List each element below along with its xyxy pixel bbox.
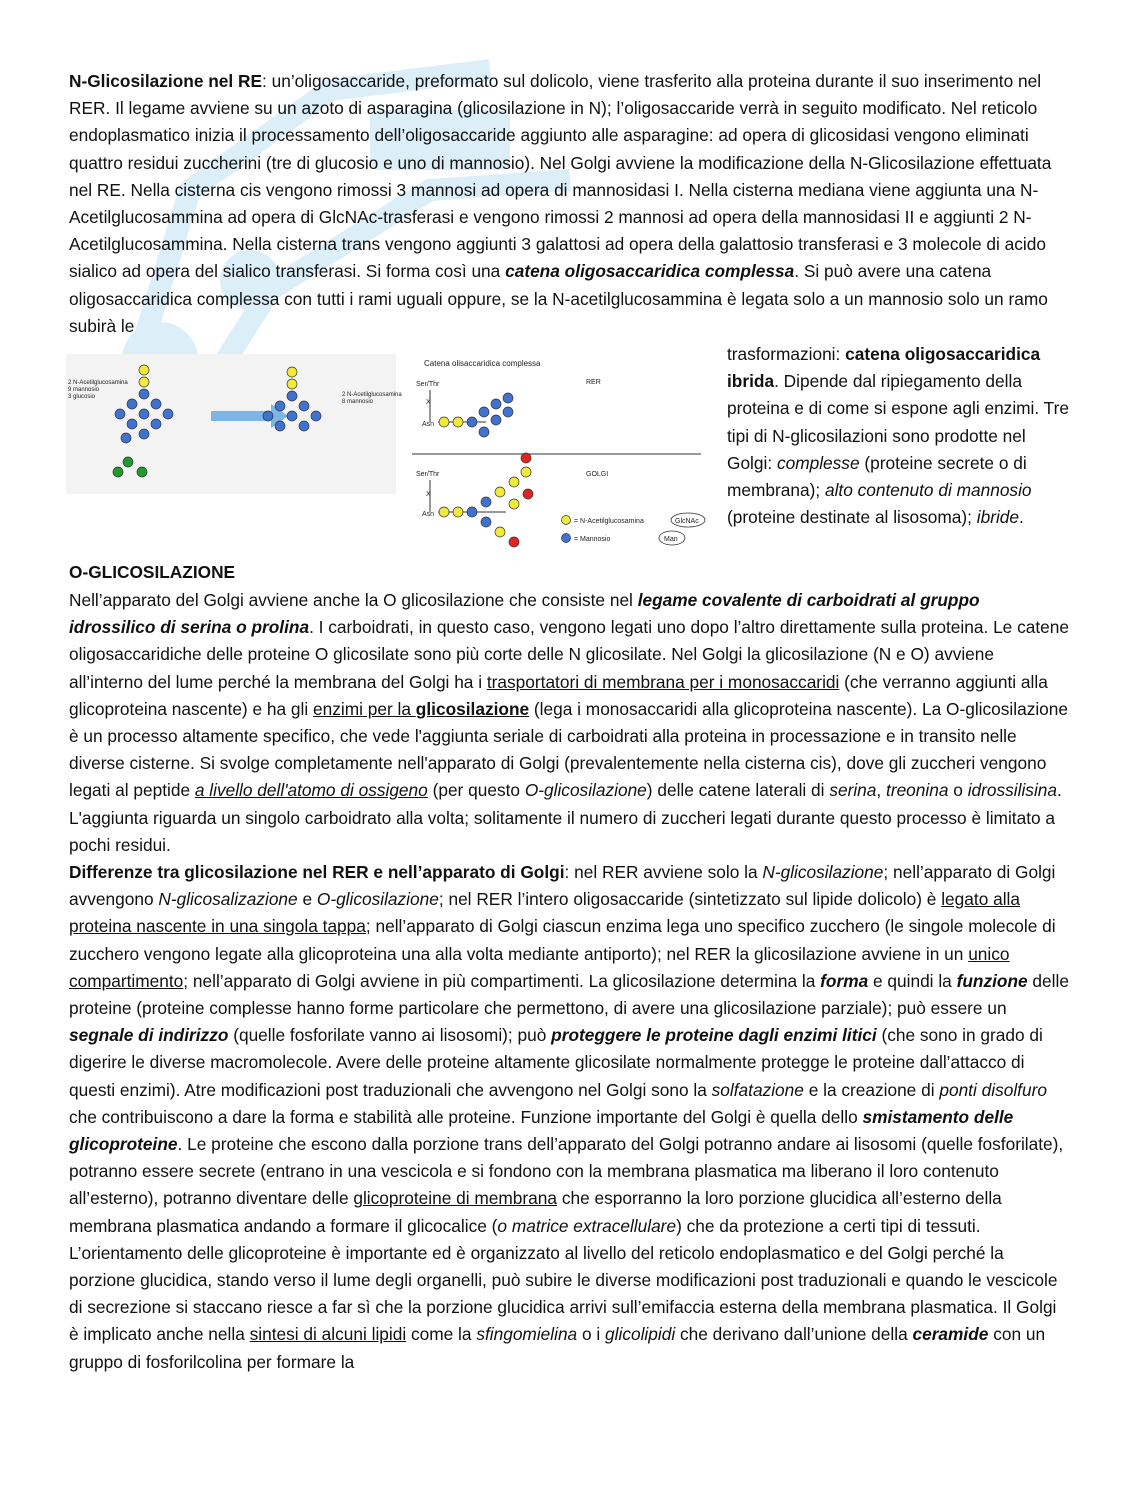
label-rer: RER (586, 379, 601, 386)
label-ser-thr-golgi: Ser/Thr (416, 471, 440, 478)
legend-yellow-swatch (562, 516, 571, 525)
label-ser-thr-rer: Ser/Thr (416, 381, 440, 388)
o-glycosylation-paragraph: Nell’apparato del Golgi avviene anche la O glicosilazione che consiste nel legame covalente di carboidrati al gruppo idrossilico di serina o prolina. I carboidrati, in questo caso, vengono legati uno dopo l’altro direttamente sulla proteina. Le catene oligosaccaridiche delle proteine O glicosilate sono più corte delle N glicosilate. Nel Golgi la glicosilazione (N e O) avviene all’interno del lume perché la membrana del Golgi ha i trasportatori di membrana per i monosaccaridi (che verranno aggiunti alla glicoproteina nascente) e ha gli enzimi per la glicosilazione (lega i monosaccaridi alla glicoproteina nascente). La O-glicosilazione è un processo altamente specifico, che vede l'aggiunta seriale di carboidrati alla proteina in processazione e in transito nelle diverse cisterne. Si svolge completamente nell'apparato di Golgi (prevalentemente nella cisterna cis), dove gli zuccheri vengono legati al peptide a livello dell'atomo di ossigeno (per questo O-glicosilazione) delle catene laterali di serina, treonina o idrossilisina. L'aggiunta riguarda un singolo carboidrato alla volta; solitamente il numero di zuccheri legati durante questo processo è limitato a pochi residui. Differenze tra glicosilazione nel RER e nell’apparato di Golgi: nel RER avviene solo la N-glicosilazione; nell’apparato di Golgi avvengono N-glicosalizazione e O-glicosilazione; nel RER l’intero oligosaccaride (sintetizzato sul lipide dolicolo) è legato alla proteina nascente in una singola tappa; nell’apparato di Golgi ciascun enzima lega uno specifico zucchero (le singole molecole di zucchero vengono legate alla glicoproteina una alla volta mediante antiporto); nel RER la glicosilazione avviene in un unico compartimento; nell’apparato di Golgi avviene in più compartimenti. La glicosilazione determina la forma e quindi la funzione delle proteine (proteine complesse hanno forme particolare che permettono, di avere una glicosilazione parziale); può essere un segnale di indirizzo (quelle fosforilate vanno ai lisosomi); può proteggere le proteine dagli enzimi litici (che sono in grado di digerire le diverse macromolecole. Avere delle proteine altamente glicosilate normalmente protegge le proteine dall’attacco di questi enzimi). Atre modificazioni post traduzionali che avvengono nel Golgi sono la solfatazione e la creazione di ponti disolfuro che contribuiscono a dare la forma e stabilità alle proteine. Funzione importante del Golgi è quella dello smistamento delle glicoproteine. Le proteine che escono dalla porzione trans dell’apparato del Golgi potranno andare ai lisosomi (quelle fosforilate), potranno essere secrete (entrano in una vescicola e si fondono con la membrana plasmatica ma liberano il loro contenuto all’esterno), potranno diventare delle glicoproteine di membrana che esporranno la loro porzione glucidica all’esterno della membrana plasmatica andando a formare il glicocalice (o matrice extracellulare) che da protezione a certi tipi di tessuti. L’orientamento delle glicoproteine è importante ed è organizzato al livello del reticolo endoplasmatico e del Golgi perché la porzione glucidica, stando verso il lume degli organelli, può subire le diverse modificazioni post traduzionali e quando le vescicole di secrezione si staccano riesce a far sì che la porzione glucidica arrivi sull’emifaccia esterna della membrana plasmatica. Il Golgi è implicato anche nella sintesi di alcuni lipidi come la sfingomielina o i glicolipidi che derivano dall’unione della ceramide con un gruppo di fosforilcolina per formare la (69, 590, 1069, 1372)
n-glycosylation-paragraph: N-Glicosilazione nel RE: un’oligosaccaride, preformato sul dolicolo, viene trasferito alla proteina durante il suo inserimento nel RER. Il legame avviene su un azoto di asparagina (glicosilazione in N); l’oligosaccaride verrà in seguito modificato. Nel reticolo endoplasmatico inizia il processamento dell’oligosaccaride aggiunto alle asparagine: ad opera di glicosidasi vengono eliminati quattro residui zuccherini (tre di glucosio e uno di mannosio). Nel Golgi avviene la modificazione della N-Glicosilazione effettuata nel RE. Nella cisterna cis vengono rimossi 3 mannosi ad opera di mannosidasi I. Nella cisterna mediana viene aggiunta una N-Acetilglucosammina ad opera di GlcNAc-trasferasi e vengono rimossi 2 mannosi ad opera della mannosidasi II e aggiunti 2 N-Acetilglucosammina. Nella cisterna trans vengono aggiunti 3 galattosi ad opera della galattosio transferasi e 3 molecole di acido sialico ad opera del sialico transferasi. Si forma così una catena oligosaccaridica complessa. Si può avere una catena oligosaccaridica complessa con tutti i rami uguali oppure, se la N-acetilglucosammina è legata solo a un mannosio solo un ramo subirà le (69, 71, 1052, 336)
label-mid-2: 8 mannosio (342, 399, 374, 405)
label-mid-1: 2 N-Acetilglucosamina (342, 392, 402, 398)
golgi-chain (438, 453, 533, 547)
label-x-rer: X (426, 399, 431, 406)
differences-heading: Differenze tra glicosilazione nel RER e nell’apparato di Golgi (69, 862, 565, 883)
n-glycosylation-paragraph-continued: trasformazioni: catena oligosaccaridica ibrida. Dipende dal ripiegamento della proteina e di come si espone agli enzimi. Tre tipi di N-glicosilazioni sono prodotte nel Golgi: complesse (proteine secrete o di membrana); alto contenuto di mannosio (proteine destinate al lisosoma); ibride. (727, 344, 1069, 528)
label-x-golgi: X (426, 491, 431, 498)
legend (562, 513, 706, 545)
o-glycosylation-title: O-GLICOSILAZIONE (69, 562, 236, 582)
label-golgi: GOLGI (586, 471, 609, 478)
diagram-title: Catena olisaccaridica complessa (424, 359, 541, 368)
glycosylation-diagram (66, 354, 716, 560)
rer-chain (438, 393, 513, 437)
legend-yellow-label: = N-Acetilglucosamina (574, 518, 644, 525)
label-asn-rer: Asn (422, 421, 435, 428)
legend-blue-label: = Mannosio (574, 536, 611, 543)
legend-blue-abbr: Man (664, 536, 678, 543)
label-left-3: 3 glucosio (68, 394, 96, 400)
label-left-2: 9 mannosio (68, 387, 100, 393)
label-asn-golgi: Asn (422, 511, 435, 518)
label-left-1: 2 N-Acetilglucosamina (68, 380, 128, 386)
legend-blue-swatch (562, 534, 571, 543)
section-heading: N-Glicosilazione nel RE (69, 71, 263, 91)
legend-yellow-abbr: GlcNAc (675, 518, 699, 525)
